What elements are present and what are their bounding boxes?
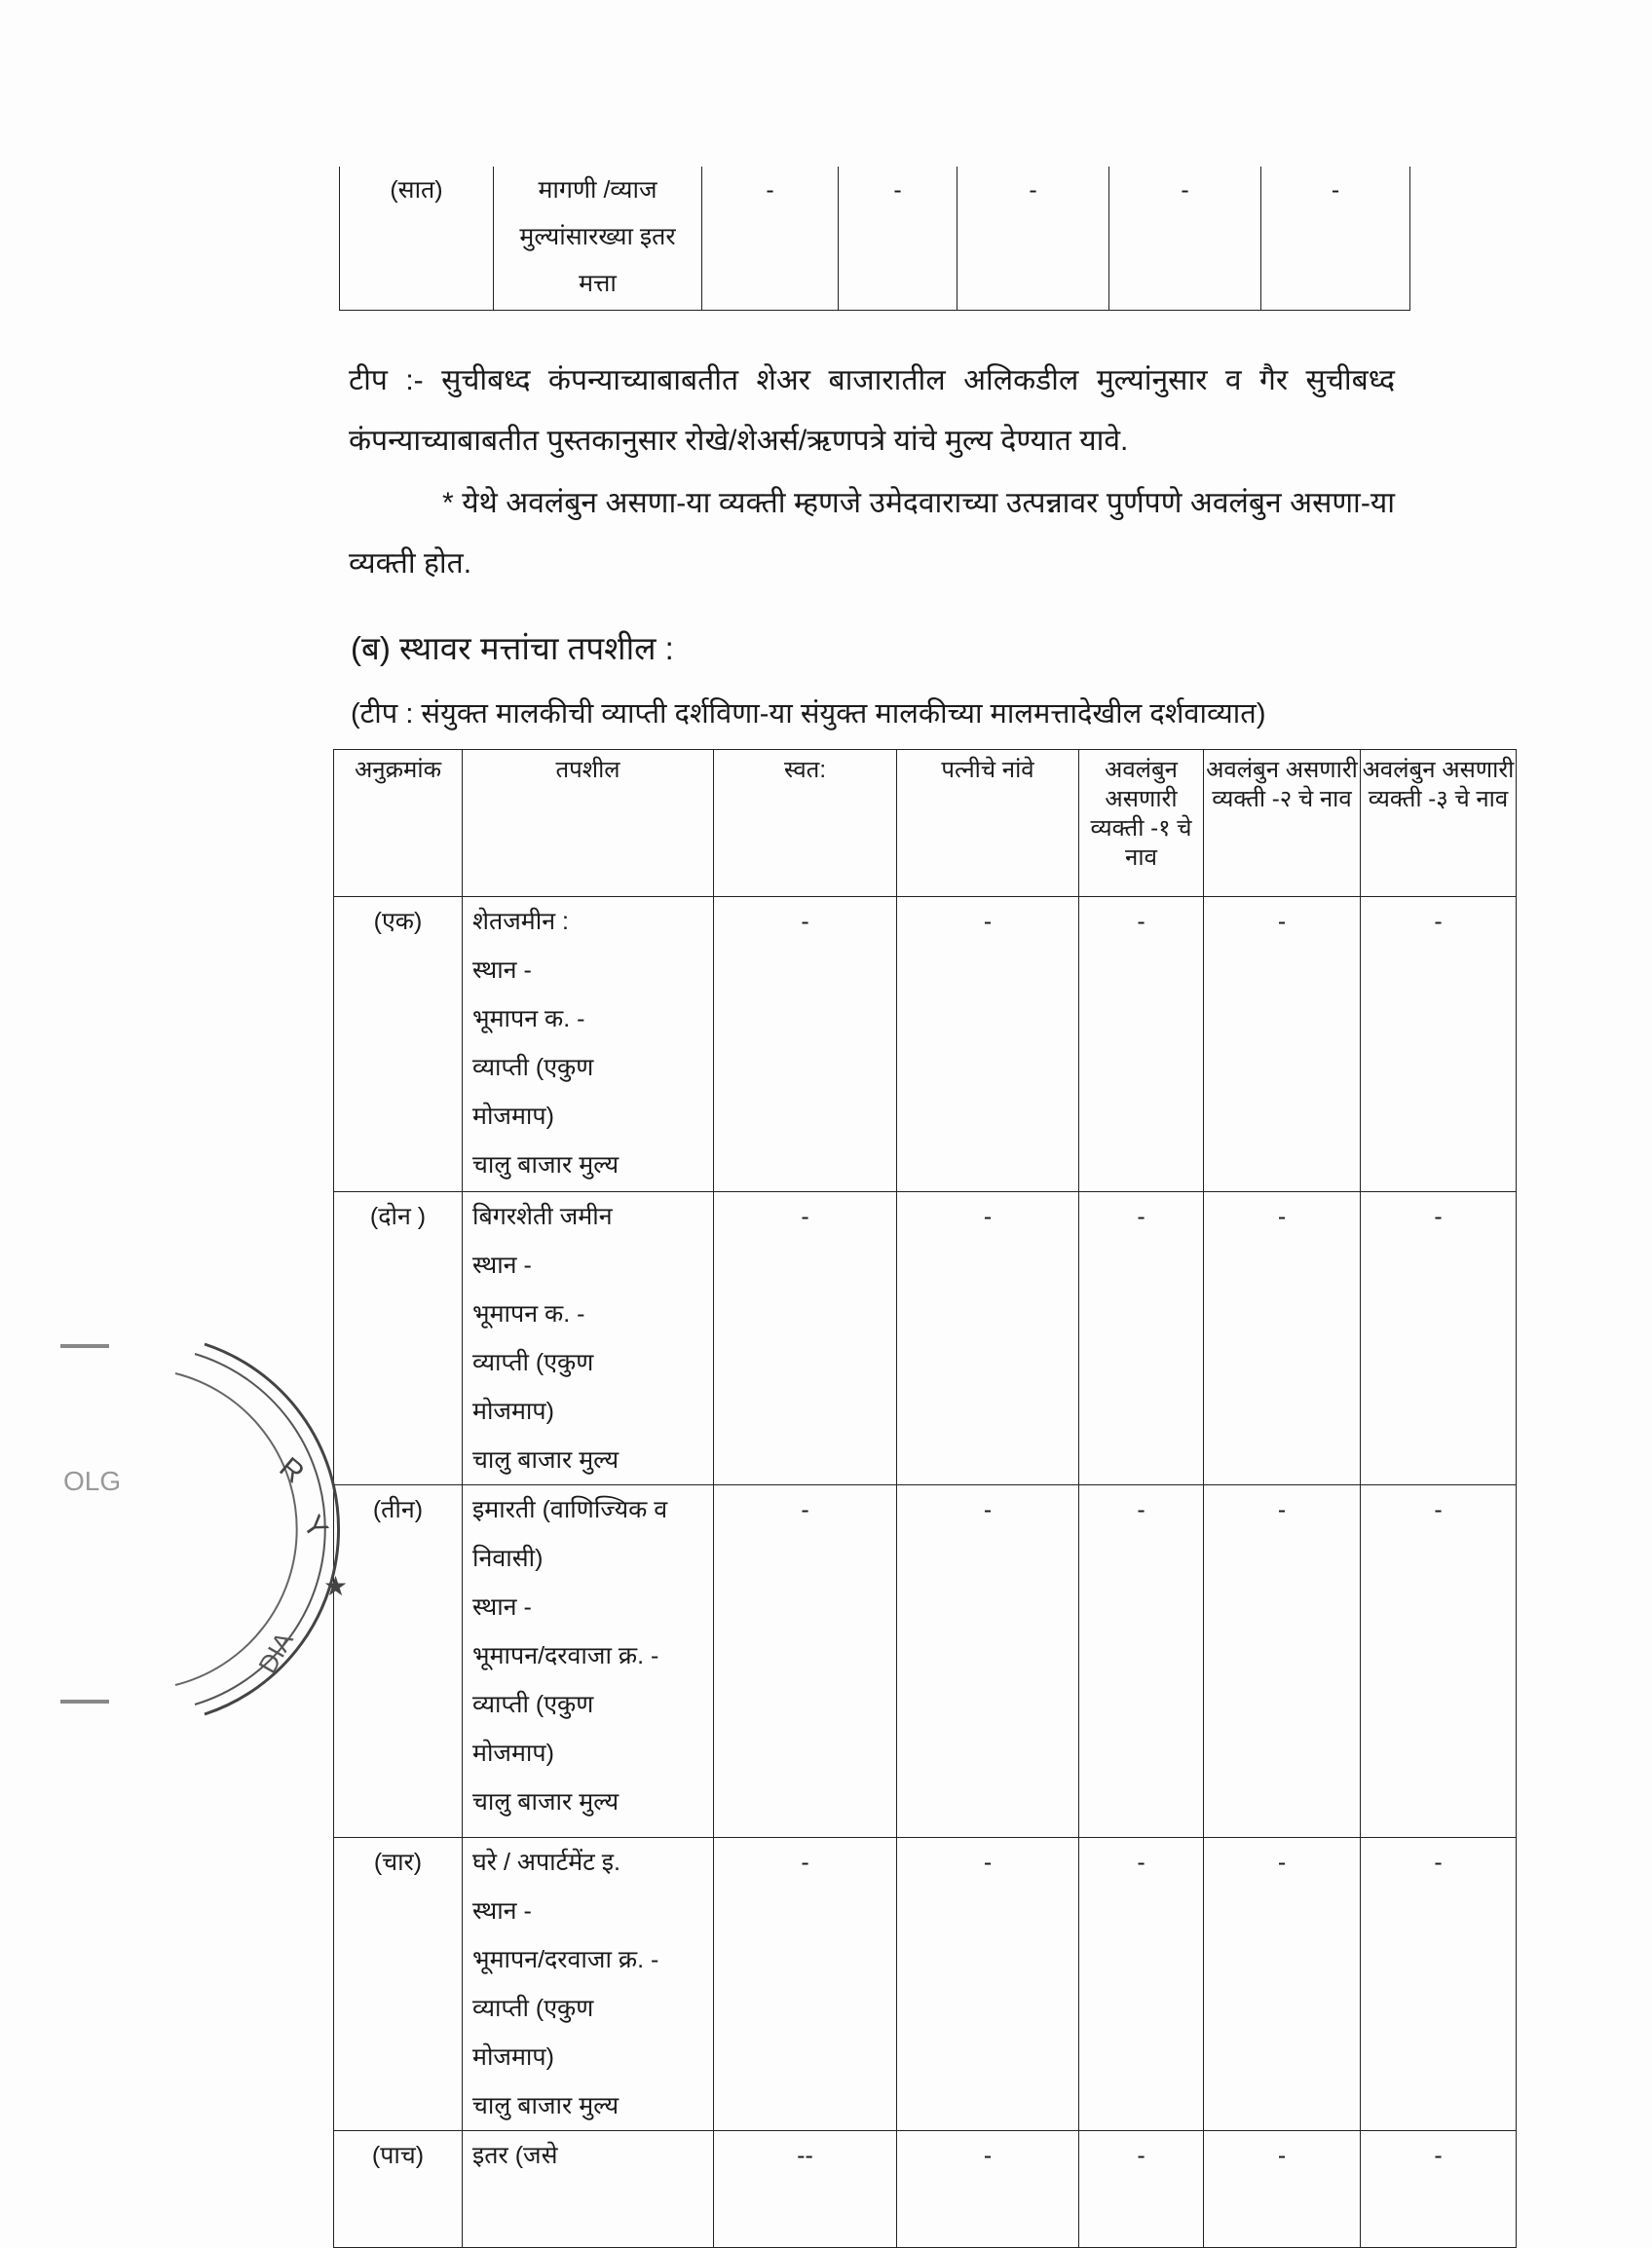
- value-cell: -: [957, 167, 1109, 311]
- column-header: स्वत:: [714, 750, 897, 897]
- detail-line: मोजमाप): [472, 1740, 554, 1767]
- row-detail: मागणी /व्याज मुल्यांसारख्या इतर मत्ता: [494, 167, 702, 311]
- note-dependents: * येथे अवलंबुन असणा-या व्यक्ती म्हणजे उमेदवाराच्या उत्पन्नावर पुर्णपणे अवलंबुन असणा-या व्यक्ती होत.: [349, 487, 1395, 580]
- value-cell: -: [1109, 167, 1261, 311]
- detail-line: मोजमाप): [472, 1398, 554, 1425]
- value-cell: -: [1261, 167, 1410, 311]
- detail-line: व्याप्ती (एकुण: [472, 1054, 594, 1081]
- value-cell: -: [1361, 1485, 1517, 1838]
- detail-line: व्याप्ती (एकुण: [472, 1349, 594, 1376]
- table-header-row: [334, 750, 1517, 897]
- svg-text:R: R: [273, 1451, 311, 1490]
- detail-line: भूमापन/दरवाजा क्र. -: [472, 1642, 659, 1669]
- detail-line: इमारती (वाणिज्यिक व: [472, 1496, 668, 1523]
- detail-line: स्थान -: [472, 1897, 532, 1925]
- detail-line: चालु बाजार मुल्य: [472, 2092, 620, 2119]
- value-cell: -: [1204, 2131, 1361, 2248]
- detail-line: चालु बाजार मुल्य: [472, 1151, 620, 1179]
- detail-line: इतर (जसे: [472, 2142, 558, 2169]
- svg-text:★: ★: [323, 1571, 349, 1601]
- value-cell: -: [1361, 897, 1517, 1192]
- column-header: अवलंबुन असणारी व्यक्ती -२ चे नाव: [1204, 750, 1361, 897]
- value-cell: -: [714, 1192, 897, 1485]
- detail-line: भूमापन क. -: [472, 1005, 585, 1032]
- table-row: [334, 1485, 1517, 1838]
- immovable-assets-table: [333, 749, 1517, 2248]
- detail-line: मोजमाप): [472, 1103, 554, 1130]
- value-cell: -: [897, 1485, 1079, 1838]
- row-number: (सात): [340, 167, 494, 311]
- detail-line: चालु बाजार मुल्य: [472, 1446, 620, 1474]
- table-row: [334, 897, 1517, 1192]
- value-cell: -: [897, 1838, 1079, 2131]
- value-cell: -: [1204, 1192, 1361, 1485]
- value-cell: --: [714, 2131, 897, 2248]
- detail-line: भूमापन क. -: [472, 1300, 585, 1328]
- row-detail: [463, 1485, 714, 1838]
- table-row: [340, 167, 1410, 311]
- value-cell: -: [1079, 1838, 1204, 2131]
- row-number: (दोन ): [334, 1192, 463, 1485]
- column-header: अवलंबुन असणारी व्यक्ती -३ चे नाव: [1361, 750, 1517, 897]
- value-cell: -: [702, 167, 839, 311]
- detail-line: शेतजमीन :: [472, 908, 569, 935]
- row-detail: [463, 2131, 714, 2248]
- official-seal-stamp: [58, 1325, 370, 1734]
- value-cell: -: [1079, 2131, 1204, 2248]
- value-cell: -: [1204, 1838, 1361, 2131]
- row-detail: [463, 1838, 714, 2131]
- row-number: (तीन): [334, 1485, 463, 1838]
- column-header: तपशील: [463, 750, 714, 897]
- value-cell: -: [1361, 1838, 1517, 2131]
- value-cell: -: [897, 2131, 1079, 2248]
- detail-line: चालु बाजार मुल्य: [472, 1788, 620, 1816]
- row-number: (चार): [334, 1838, 463, 2131]
- row-number: (एक): [334, 897, 463, 1192]
- svg-text:DIA: DIA: [252, 1627, 299, 1678]
- table-row: [334, 2131, 1517, 2248]
- row-number: (पाच): [334, 2131, 463, 2248]
- section-subnote: (टीप : संयुक्त मालकीची व्याप्ती दर्शविणा-या संयुक्त मालकीच्या मालमत्तादेखील दर्शवाव्यात): [351, 698, 1266, 730]
- column-header: अनुक्रमांक: [334, 750, 463, 897]
- detail-line: स्थान -: [472, 1593, 532, 1621]
- value-cell: -: [897, 1192, 1079, 1485]
- svg-text:Y: Y: [296, 1510, 334, 1545]
- value-cell: -: [1079, 1192, 1204, 1485]
- value-cell: -: [1361, 1192, 1517, 1485]
- section-heading: (ब) स्थावर मत्तांचा तपशील :: [351, 630, 674, 666]
- value-cell: -: [1079, 1485, 1204, 1838]
- column-header: अवलंबुन असणारी व्यक्ती -१ चे नाव: [1079, 750, 1204, 897]
- detail-line: स्थान -: [472, 1252, 532, 1279]
- detail-line: व्याप्ती (एकुण: [472, 1691, 594, 1718]
- value-cell: -: [1204, 897, 1361, 1192]
- column-header: पत्नीचे नांवे: [897, 750, 1079, 897]
- detail-line: मोजमाप): [472, 2043, 554, 2071]
- detail-line: घरे / अपार्टमेंट इ.: [472, 1849, 620, 1876]
- value-cell: -: [1361, 2131, 1517, 2248]
- detail-line: बिगरशेती जमीन: [472, 1203, 613, 1230]
- value-cell: -: [714, 897, 897, 1192]
- table-row: [334, 1192, 1517, 1485]
- table-row: [334, 1838, 1517, 2131]
- row-detail: [463, 1192, 714, 1485]
- svg-text:OLG: OLG: [63, 1466, 122, 1496]
- value-cell: -: [714, 1838, 897, 2131]
- movable-assets-table-continued: [339, 167, 1410, 311]
- note-listed-companies: टीप :- सुचीबध्द कंपन्याच्याबाबतीत शेअर बाजारातील अलिकडील मुल्यांनुसार व गैर सुचीबध्द कंपन्याच्याबाबतीत पुस्तकानुसार रोखे/शेअर्स/ऋणपत्रे यांचे मुल्य देण्यात यावे.: [349, 364, 1395, 457]
- value-cell: -: [839, 167, 957, 311]
- detail-line: भूमापन/दरवाजा क्र. -: [472, 1946, 659, 1973]
- value-cell: -: [897, 897, 1079, 1192]
- detail-line: स्थान -: [472, 956, 532, 984]
- value-cell: -: [714, 1485, 897, 1838]
- value-cell: -: [1079, 897, 1204, 1192]
- value-cell: -: [1204, 1485, 1361, 1838]
- detail-line: निवासी): [472, 1545, 544, 1572]
- row-detail: [463, 897, 714, 1192]
- detail-line: व्याप्ती (एकुण: [472, 1995, 594, 2022]
